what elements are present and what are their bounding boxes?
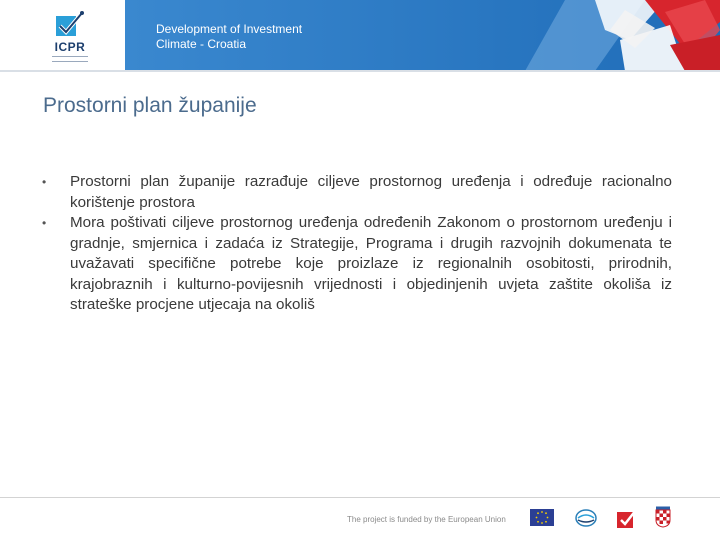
bullet-list <box>42 172 672 316</box>
bullet-marker: • <box>42 216 47 230</box>
checkmark-logo-icon <box>54 10 86 38</box>
header-band-text <box>156 22 302 52</box>
bullet-text: Prostorni plan županije razrađuje ciljeve prostornog uređenja i određuje racionalno korištenje prostora <box>70 173 672 211</box>
ipa-program-icon <box>575 509 597 527</box>
footer-funding-text: The project is funded by the European Union <box>347 515 506 524</box>
band-line-1: Development of Investment <box>156 22 303 36</box>
logo-subline <box>52 56 88 62</box>
bullet-item <box>42 172 672 213</box>
slide-title: Prostorni plan županije <box>43 94 257 117</box>
header-divider <box>0 70 720 72</box>
logo-text: ICPR <box>54 40 86 54</box>
croatian-coat-of-arms-icon <box>655 506 671 528</box>
header <box>0 0 720 72</box>
bullet-text: Mora poštivati ciljeve prostornog uređenja određenih Zakonom o prostornom uređenju i gradnje, smjernica i zadaća iz Strategije, Programa i drugih razvojnih dokumenata te uvažavati specifične potrebe koje proizlaze iz regionalnih osobitosti, prirodnih, krajobraznih i kulturno-povijesnih vrijednosti i objedinjenih uvjeta zaštite okoliša iz strateške procjene utjecaja na okoliš <box>70 214 672 313</box>
bullet-item <box>42 213 672 316</box>
bullet-marker: • <box>42 175 47 189</box>
band-line-2: Climate - Croatia <box>156 37 247 51</box>
icpr-logo <box>50 10 90 62</box>
eu-flag-icon <box>530 509 554 526</box>
footer-divider <box>0 497 720 498</box>
red-checkmark-logo-icon <box>616 507 638 529</box>
